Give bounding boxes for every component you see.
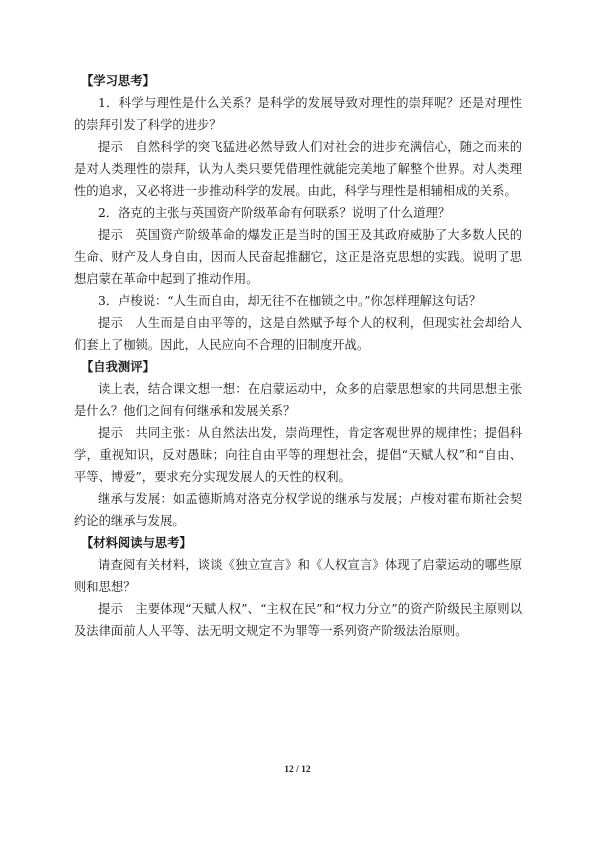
self-eval-answer-common: 提示 共同主张：从自然法出发，崇尚理性，肯定客观世界的规律性；提倡科学，重视知识，反对愚昧；向往自由平等的理想社会，提倡“天赋人权”和“自由、平等、博爱”，要求充分实现发展人的天性的权利。: [74, 426, 522, 484]
answer-2: 提示 英国资产阶级革命的爆发正是当时的国王及其政府威胁了大多数人民的生命、财产及人身自由，因而人民奋起推翻它，这正是洛克思想的实践。说明了思想启蒙在革命中起到了推动作用。: [74, 228, 522, 286]
section-heading-self-eval: 【自我测评】: [81, 359, 155, 374]
page-number: 12 / 12: [284, 765, 311, 775]
self-eval-answer-inheritance: 继承与发展：如孟德斯鸠对洛克分权学说的继承与发展；卢梭对霍布斯社会契约论的继承与发展。: [74, 492, 522, 528]
section-heading-reading: 【材料阅读与思考】: [81, 535, 192, 550]
self-eval-question: 读上表，结合课文想一想：在启蒙运动中，众多的启蒙思想家的共同思想主张是什么？他们之间有何继承和发展关系？: [74, 382, 522, 418]
reading-answer: 提示 主要体现“天赋人权”、“主权在民”和“权力分立”的资产阶级民主原则以及法律面前人人平等、法无明文规定不为罪等一系列资产阶级法治原则。: [74, 602, 522, 638]
reading-question: 请查阅有关材料，谈谈《独立宣言》和《人权宣言》体现了启蒙运动的哪些原则和思想？: [74, 558, 522, 594]
answer-3: 提示 人生而是自由平等的，这是自然赋予每个人的权利，但现实社会却给人们套上了枷锁。因此，人民应向不合理的旧制度开战。: [74, 316, 522, 352]
answer-1: 提示 自然科学的突飞猛进必然导致人们对社会的进步充满信心，随之而来的是对人类理性的崇拜，认为人类只要凭借理性就能完美地了解整个世界。对人类理性的追求，又必将进一步推动科学的发展。由此，科学与理性是相辅相成的关系。: [74, 140, 522, 198]
question-3: 3．卢梭说：“人生而自由，却无往不在枷锁之中。”你怎样理解这句话？: [98, 294, 482, 308]
page-content: [74, 70, 522, 642]
section-heading-study: 【学习思考】: [81, 73, 155, 88]
question-1: 1．科学与理性是什么关系？是科学的发展导致对理性的崇拜呢？还是对理性的崇拜引发了科学的进步？: [74, 96, 522, 132]
question-2: 2．洛克的主张与英国资产阶级革命有何联系？说明了什么道理？: [98, 206, 451, 220]
